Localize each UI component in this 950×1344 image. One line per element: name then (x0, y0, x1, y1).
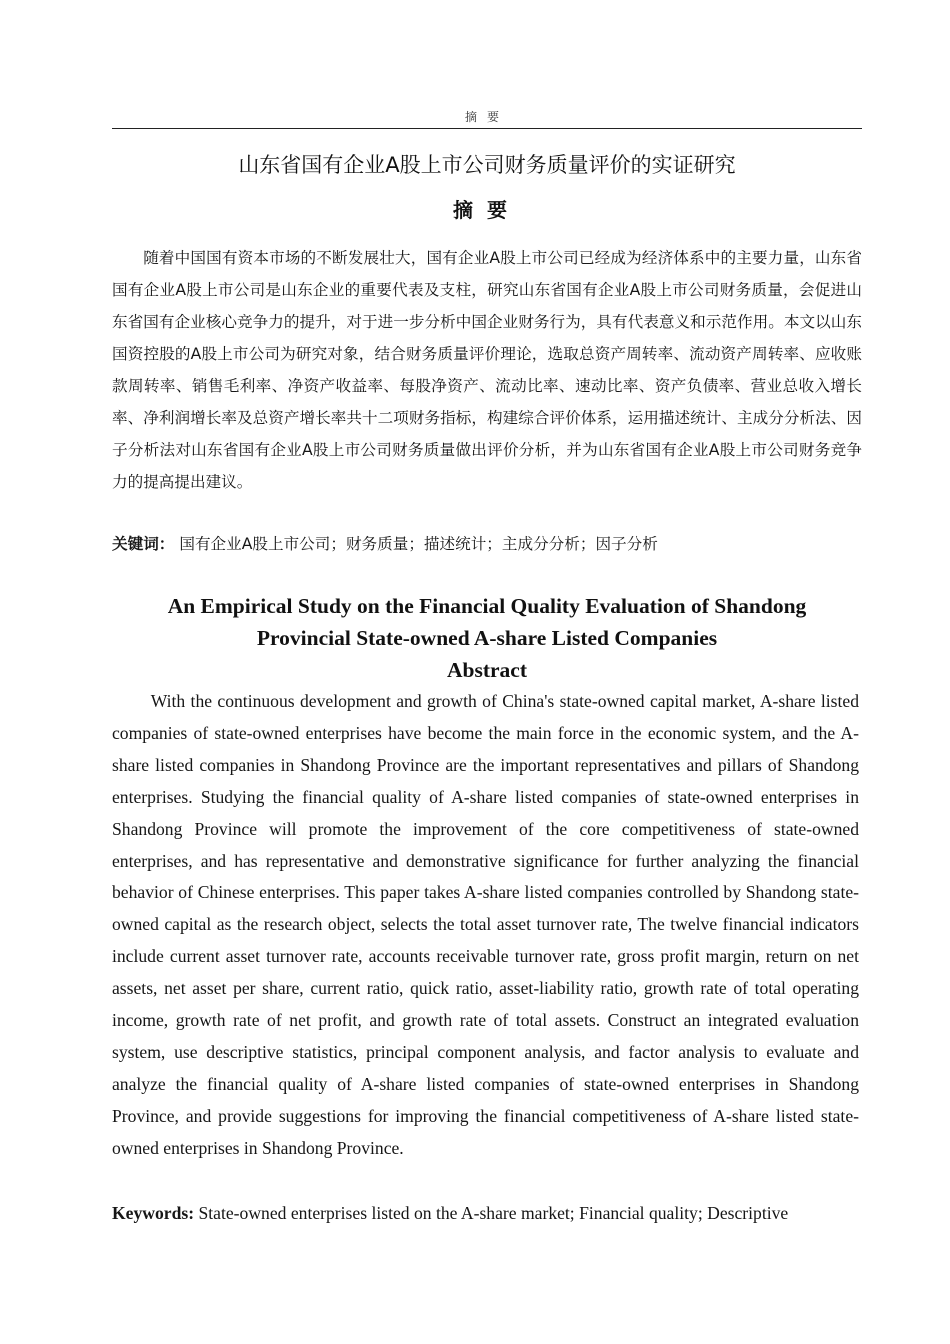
english-keywords-text: State-owned enterprises listed on the A-share market; Financial quality; Descriptive (198, 1203, 789, 1223)
english-abstract-heading: Abstract (446, 658, 527, 682)
english-title-line-2: Provincial State-owned A-share Listed Companies (256, 626, 718, 650)
english-title (112, 590, 862, 654)
chinese-keywords-text: 国有企业A股上市公司；财务质量；描述统计；主成分分析；因子分析 (179, 535, 658, 553)
chinese-keywords-label: 关键词： (112, 535, 175, 553)
english-keywords-label: Keywords: (112, 1203, 195, 1223)
english-title-line-1: An Empirical Study on the Financial Quality Evaluation of Shandong (167, 594, 807, 618)
chinese-keywords (112, 528, 862, 560)
english-keywords (112, 1197, 878, 1229)
english-abstract-body: With the continuous development and growth of China's state-owned capital market, A-share listed companies of state-owned enterprises have become the main force in the economic system, and the A-share listed companies in Shandong Province are the important representatives and pillars of Shandong enterprises. Studying the financial quality of A-share listed companies of state-owned enterprises in Shandong Province will promote the improvement of the core competitiveness of state-owned enterprises, and has representative and demonstrative significance for further analyzing the financial behavior of Chinese enterprises. This paper takes A-share listed companies controlled by Shandong state-owned capital as the research object, selects the total asset turnover rate, The twelve financial indicators include current asset turnover rate, accounts receivable turnover rate, gross profit margin, return on net assets, net asset per share, current ratio, quick ratio, asset-liability ratio, growth rate of total operating income, growth rate of net profit, and growth rate of total assets. Construct an integrated evaluation system, use descriptive statistics, principal component analysis, and factor analysis to evaluate and analyze the financial quality of A-share listed companies of state-owned enterprises in Shandong Province, and provide suggestions for improving the financial competitiveness of A-share listed state-owned enterprises in Shandong Province. (112, 691, 859, 1158)
chinese-abstract-heading: 摘要 (453, 198, 521, 222)
header-rule (112, 128, 862, 129)
running-header: 摘要 (464, 110, 509, 124)
chinese-title: 山东省国有企业A股上市公司财务质量评价的实证研究 (238, 153, 736, 177)
chinese-abstract-body: 随着中国国有资本市场的不断发展壮大，国有企业A股上市公司已经成为经济体系中的主要力量，山东省国有企业A股上市公司是山东企业的重要代表及支柱，研究山东省国有企业A股上市公司财务质量，会促进山东省国有企业核心竞争力的提升，对于进一步分析中国企业财务行为，具有代表意义和示范作用。本文以山东国资控股的A股上市公司为研究对象，结合财务质量评价理论，选取总资产周转率、流动资产周转率、应收账款周转率、销售毛利率、净资产收益率、每股净资产、流动比率、速动比率、资产负债率、营业总收入增长率、净利润增长率及总资产增长率共十二项财务指标，构建综合评价体系，运用描述统计、主成分分析法、因子分析法对山东省国有企业A股上市公司财务质量做出评价分析，并为山东省国有企业A股上市公司财务竞争力的提高提出建议。 (112, 249, 862, 491)
